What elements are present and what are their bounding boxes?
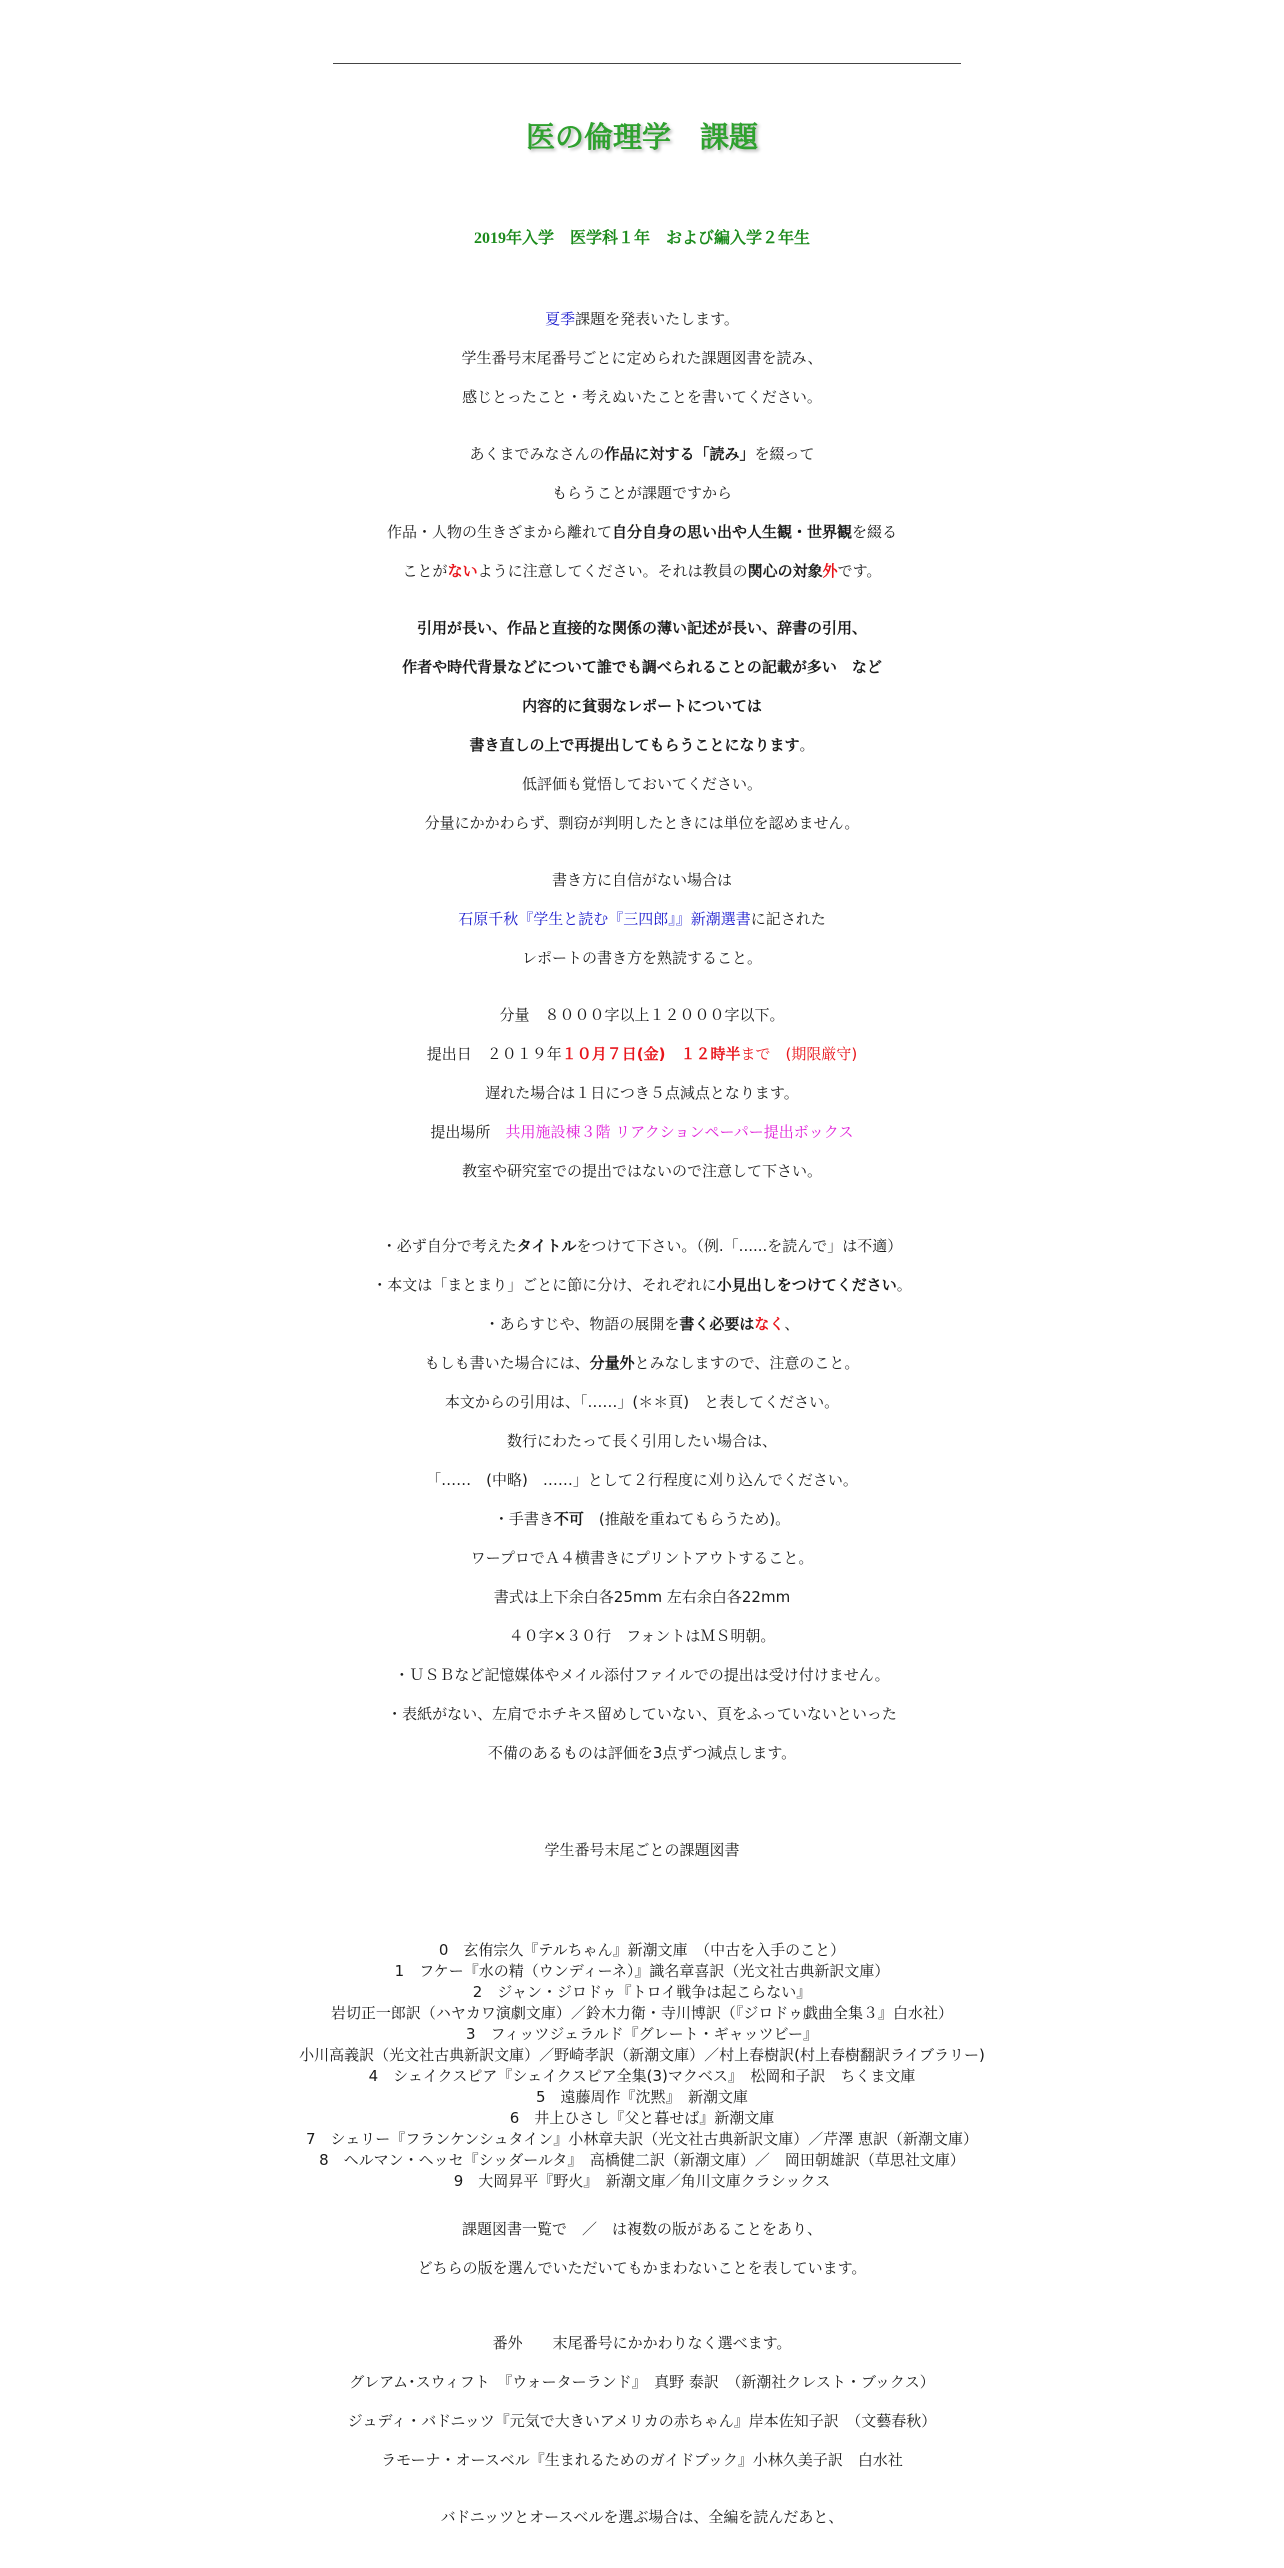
focus-section	[0, 435, 1284, 591]
warning-section	[0, 609, 1284, 843]
page-subtitle: 2019年入学 医学科１年 および編入学２年生	[473, 230, 810, 247]
spacer	[0, 2480, 1284, 2498]
text: 作品・人物の生きざまから離れて	[386, 523, 612, 541]
book-item: 岩切正一郎訳（ハヤカワ演劇文庫）／鈴木力衛・寺川博訳（『ジロドゥ戯曲全集３』白水社）	[330, 2004, 954, 2022]
rule-line	[0, 1500, 1284, 1539]
rule-line	[0, 1227, 1284, 1266]
intro-line: 感じとったこと・考えぬいたことを書いてください。	[462, 388, 822, 406]
text: 提出場所	[430, 1123, 506, 1141]
spacer	[0, 417, 1284, 435]
text: 。	[896, 1276, 912, 1294]
focus-line	[0, 435, 1284, 474]
edition-note: どちらの版を選んでいただいてもかまわないことを表しています。	[417, 2259, 867, 2277]
rule-line	[0, 1266, 1284, 1305]
book-item: 6 井上ひさし『父と暮せば』新潮文庫	[509, 2109, 775, 2127]
edition-note: 課題図書一覧で ／ は複数の版があることをあり、	[461, 2220, 822, 2238]
warning-line	[0, 726, 1284, 765]
intro-line	[0, 300, 1284, 339]
rule-line: 「…… (中略) ……」として２行程度に刈り込んでください。	[426, 1471, 858, 1489]
extra-book: グレアム･スウィフト 『ウォーターランド』 真野 泰訳 （新潮社クレスト・ブックス）	[349, 2373, 935, 2391]
page-title: 医の倫理学 課題	[525, 120, 758, 154]
book-item: 9 大岡昇平『野火』 新潮文庫／角川文庫クラシックス	[453, 2172, 831, 2190]
rules-section	[0, 1227, 1284, 1773]
emphasis: 内容的に貧弱なレポートについては	[522, 697, 762, 715]
emphasis: 書き直しの上で再提出してもらうことになります	[469, 736, 800, 754]
volume-line: 分量 ８０００字以上１２０００字以下。	[499, 1006, 785, 1024]
extra-book: ジュディ・バドニッツ『元気で大きいアメリカの赤ちゃん』岸本佐知子訳 （文藝春秋）	[347, 2412, 937, 2430]
book-item: 1 フケー『水の精（ウンディーネ）』識名章喜訳（光文社古典新訳文庫）	[394, 1962, 890, 1980]
text: 。	[799, 736, 815, 754]
rule-line: ・表紙がない、左肩でホチキス留めしていない、頁をふっていないといった	[387, 1705, 897, 1723]
extra-book: ラモーナ・オースベル『生まれるためのガイドブック』小林久美子訳 白水社	[381, 2451, 903, 2469]
deadline-line	[0, 1035, 1284, 1074]
book-item: 7 シェリー『フランケンシュタイン』小林章夫訳（光文社古典新訳文庫）／芹澤 恵訳（新潮文庫）	[306, 2130, 978, 2148]
text: です。	[837, 562, 882, 580]
red-emphasis: 外	[822, 562, 838, 580]
rule-line: ・ＵＳＢなど記憶媒体やメイル添付ファイルでの提出は受け付けません。	[394, 1666, 890, 1684]
rule-line: 不備のあるものは評価を3点ずつ減点します。	[487, 1744, 797, 1762]
spacer	[0, 2288, 1284, 2324]
intro-line: 学生番号末尾番号ごとに定められた課題図書を読み、	[461, 349, 823, 367]
focus-line	[0, 552, 1284, 591]
top-divider	[333, 63, 961, 64]
warning-line	[0, 648, 1284, 687]
warning-line	[0, 687, 1284, 726]
spacer	[0, 1870, 1284, 1940]
text: ・必ず自分で考えた	[381, 1237, 517, 1255]
text: ・あらすじや、物語の展開を	[484, 1315, 680, 1333]
text: (推敲を重ねてもらうため)。	[583, 1510, 791, 1528]
text: を綴って	[754, 445, 815, 463]
submission-section	[0, 996, 1284, 1191]
focus-line: もらうことが課題ですから	[551, 484, 732, 502]
books-heading: 学生番号末尾ごとの課題図書	[544, 1841, 740, 1859]
book-item: 0 玄侑宗久『テルちゃん』新潮文庫 （中古を入手のこと）	[438, 1941, 846, 1959]
emphasis: 不可	[553, 1510, 584, 1528]
rule-line: 本文からの引用は、「……」(＊＊頁) と表してください。	[444, 1393, 840, 1411]
emphasis: 分量外	[589, 1354, 635, 1372]
extra-section	[0, 2324, 1284, 2537]
guide-book-link[interactable]: 石原千秋『学生と読む『三四郎』』新潮選書	[458, 910, 751, 928]
emphasis: タイトル	[516, 1237, 577, 1255]
rule-line: 書式は上下余白各25mm 左右余白各22mm	[493, 1588, 791, 1606]
rule-line	[0, 1305, 1284, 1344]
place-line	[0, 1113, 1284, 1152]
book-item: 2 ジャン・ジロドゥ『トロイ戦争は起こらない』	[472, 1983, 812, 2001]
book-item: 4 シェイクスピア『シェイクスピア全集(3)マクベス』 松岡和子訳 ちくま文庫	[368, 2067, 916, 2085]
emphasis: 自分自身の思い出や人生観・世界観	[611, 523, 852, 541]
warning-line: 分量にかかわらず、剽窃が判明したときには単位を認めません。	[424, 814, 860, 832]
text: あくまでみなさんの	[469, 445, 605, 463]
book-item: 小川高義訳（光文社古典新訳文庫）／野崎孝訳（新潮文庫）／村上春樹訳(村上春樹翻訳ライブラリー)	[299, 2046, 985, 2064]
rule-line	[0, 1344, 1284, 1383]
text: 提出日 ２０１９年	[426, 1045, 562, 1063]
text: を綴る	[852, 523, 898, 541]
guide-line	[0, 900, 1284, 939]
text: とみなしますので、注意のこと。	[634, 1354, 860, 1372]
emphasis: 作者や時代背景などについて誰でも調べられることの記載が多い など	[402, 658, 882, 676]
book-item: 5 遠藤周作『沈黙』 新潮文庫	[535, 2088, 749, 2106]
text: をつけて下さい。（例.「......を読んで」は不適）	[576, 1237, 903, 1255]
intro-text: 課題を発表いたします。	[575, 310, 739, 328]
place-note: 教室や研究室での提出ではないので注意して下さい。	[461, 1162, 822, 1180]
emphasis: 書く必要は	[679, 1315, 755, 1333]
text: に記された	[750, 910, 826, 928]
text: ・本文は「まとまり」ごとに節に分け、それぞれに	[372, 1276, 717, 1294]
extra-tail: バドニッツとオースベルを選ぶ場合は、全編を読んだあと、	[440, 2508, 844, 2526]
book-item: 8 ヘルマン・ヘッセ『シッダールタ』 高橋健二訳（新潮文庫）／ 岡田朝雄訳（草思社文庫）	[319, 2151, 965, 2169]
spacer	[0, 2192, 1284, 2210]
emphasis: 関心の対象	[747, 562, 823, 580]
focus-line	[0, 513, 1284, 552]
red-emphasis: ない	[447, 562, 478, 580]
text: もしも書いた場合には、	[424, 1354, 590, 1372]
text: ことが	[402, 562, 448, 580]
deadline-date: １０月７日(金) １２時半	[561, 1045, 741, 1063]
spacer	[0, 978, 1284, 996]
text: 、	[784, 1315, 800, 1333]
emphasis: 作品に対する「読み」	[604, 445, 755, 463]
spacer	[0, 1773, 1284, 1831]
red-emphasis: なく	[754, 1315, 785, 1333]
guide-line: レポートの書き方を熟読すること。	[521, 949, 762, 967]
warning-line: 低評価も覚悟しておいてください。	[521, 775, 762, 793]
late-line: 遅れた場合は１日につき５点減点となります。	[485, 1084, 799, 1102]
deadline-note: まで (期限厳守)	[740, 1045, 858, 1063]
rule-line: 数行にわたって長く引用したい場合は、	[506, 1432, 777, 1450]
spacer	[0, 1191, 1284, 1227]
spacer	[0, 843, 1284, 861]
warning-line	[0, 609, 1284, 648]
guide-section	[0, 861, 1284, 978]
intro-section	[0, 300, 1284, 417]
rule-line: ４０字×３０行 フォントはＭＳ明朝。	[508, 1627, 776, 1645]
emphasis: 小見出しをつけてください	[716, 1276, 897, 1294]
book-list-inner	[282, 1940, 1002, 2192]
books-heading-section	[0, 1831, 1284, 1870]
extra-heading: 番外 末尾番号にかかわりなく選べます。	[492, 2334, 792, 2352]
guide-line: 書き方に自信がない場合は	[551, 871, 732, 889]
submission-box: 共用施設棟３階 リアクションペーパー提出ボックス	[505, 1123, 854, 1141]
summer-term: 夏季	[545, 310, 576, 328]
document-body	[0, 300, 1284, 2537]
spacer	[0, 591, 1284, 609]
rule-line: ワープロでＡ４横書きにプリントアウトすること。	[470, 1549, 814, 1567]
book-item: 3 フィッツジェラルド『グレート・ギャッツビー』	[466, 2025, 818, 2043]
emphasis: 引用が長い、作品と直接的な関係の薄い記述が長い、辞書の引用、	[416, 619, 867, 637]
edition-note-section	[0, 2210, 1284, 2288]
text: ・手書き	[493, 1510, 554, 1528]
text: ように注意してください。それは教員の	[477, 562, 748, 580]
book-list	[0, 1940, 1284, 2192]
